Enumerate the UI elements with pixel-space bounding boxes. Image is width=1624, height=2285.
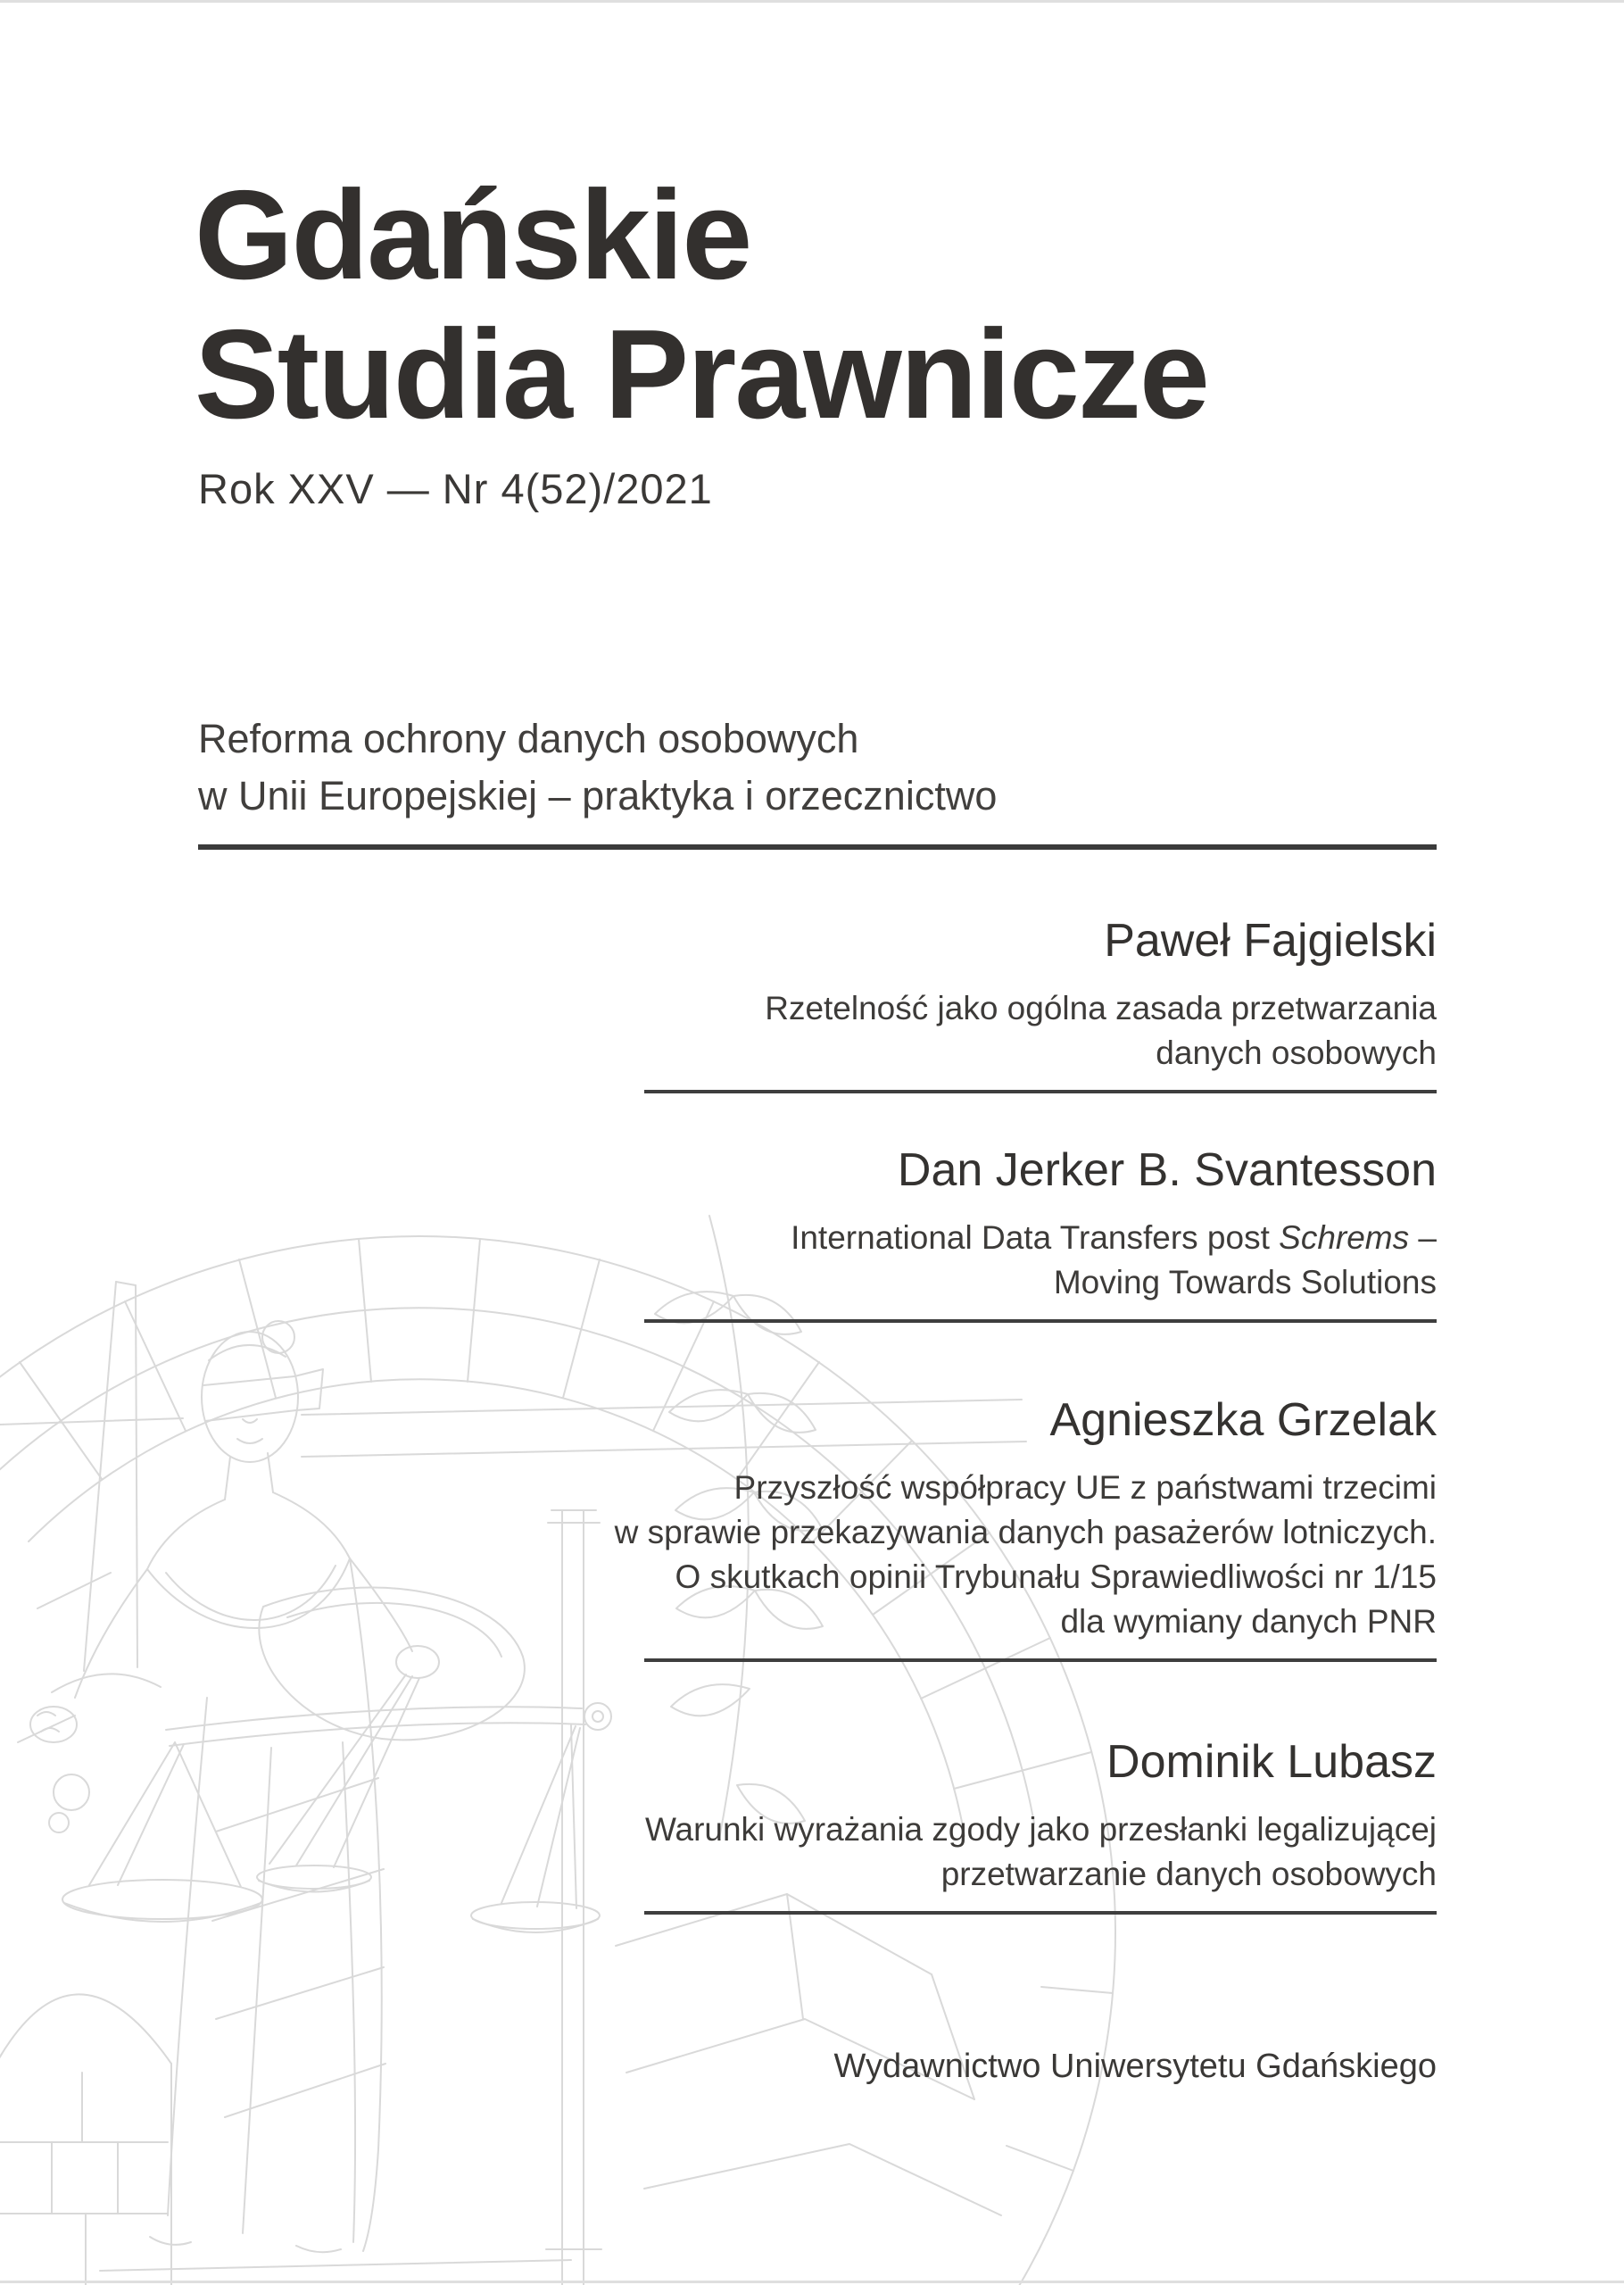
journal-title-line1: Gdańskie [195, 164, 751, 306]
article-title-line: dla wymiany danych PNR [1060, 1603, 1437, 1640]
masonry-and-facets [0, 1894, 1001, 2285]
article-title-line: Moving Towards Solutions [1053, 1264, 1437, 1300]
article-title-line: przetwarzanie danych osobowych [940, 1856, 1437, 1892]
page-edge-top [0, 0, 1624, 3]
article-title [198, 1807, 1437, 1897]
sunburst-band [0, 1239, 1113, 2171]
article-title [198, 986, 1437, 1076]
author-name: Dominik Lubasz [1106, 1736, 1437, 1788]
toc-entry [198, 915, 1437, 1093]
article-title-line: w sprawie przekazywania danych pasażerów lotniczych. [614, 1514, 1437, 1550]
author-name: Agnieszka Grzelak [1049, 1394, 1437, 1446]
toc-entry [198, 1736, 1437, 1915]
entry-divider [644, 1658, 1437, 1662]
author-name: Dan Jerker B. Svantesson [897, 1144, 1437, 1196]
masthead-divider [198, 844, 1437, 850]
issue-theme-line1: Reforma ochrony danych osobowych [198, 716, 859, 761]
journal-title-line2: Studia Prawnicze [195, 303, 1208, 445]
author-name: Paweł Fajgielski [1104, 915, 1437, 967]
article-title-line: International Data Transfers post Schrems – [791, 1219, 1437, 1256]
entry-divider [644, 1090, 1437, 1093]
entry-divider [644, 1319, 1437, 1323]
page-edge-bottom [0, 2281, 1624, 2283]
article-title-line: Warunki wyrażania zgody jako przesłanki legalizującej [644, 1811, 1437, 1848]
journal-title [195, 166, 1208, 445]
toc-entry [198, 1144, 1437, 1323]
article-title [198, 1216, 1437, 1305]
toc-entry [198, 1394, 1437, 1662]
article-title-line: danych osobowych [1156, 1034, 1437, 1071]
article-title [198, 1466, 1437, 1644]
issue-line: Rok XXV — Nr 4(52)/2021 [198, 465, 713, 512]
publisher-imprint: Wydawnictwo Uniwersytetu Gdańskiego [833, 2048, 1437, 2085]
sword [30, 1282, 161, 1832]
article-title-line: Przyszłość współpracy UE z państwami trzecimi [733, 1469, 1437, 1506]
article-title-line: Rzetelność jako ogólna zasada przetwarzania [765, 990, 1437, 1026]
entry-divider [644, 1911, 1437, 1915]
journal-masthead [195, 166, 1208, 445]
issue-theme [198, 710, 997, 825]
article-title-line: O skutkach opinii Trybunału Sprawiedliwości nr 1/15 [675, 1558, 1437, 1595]
issue-theme-line2: w Unii Europejskiej – praktyka i orzecznictwo [198, 773, 998, 818]
